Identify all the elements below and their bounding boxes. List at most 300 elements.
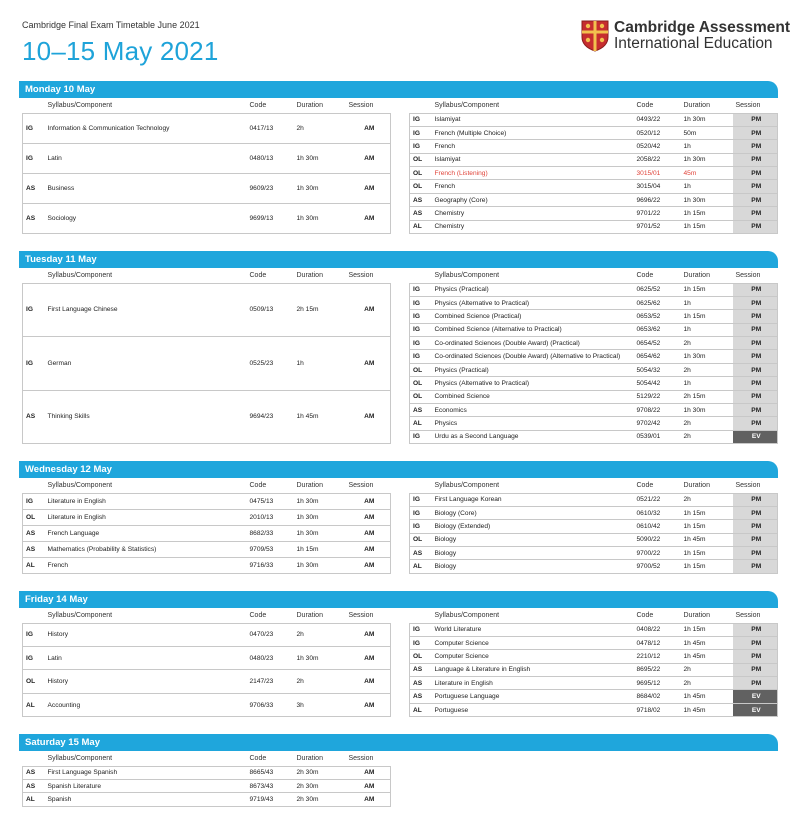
code-cell: 9696/22 — [634, 193, 681, 206]
duration-cell: 1h 15m — [681, 560, 733, 573]
level-cell: IG — [23, 623, 45, 646]
table-row — [410, 493, 778, 506]
code-cell: 0539/01 — [634, 430, 681, 443]
syllabus-cell: Biology (Extended) — [432, 520, 634, 533]
session-cell: AM — [346, 793, 391, 806]
level-cell: AS — [410, 547, 432, 560]
syllabus-cell: Co-ordinated Sciences (Double Award) (Practical) — [432, 337, 634, 350]
duration-cell: 1h 30m — [294, 646, 346, 669]
day-header: Wednesday 12 May — [19, 461, 778, 478]
table-header — [23, 608, 391, 623]
session-cell: PM — [733, 310, 778, 323]
code-header: Code — [249, 754, 267, 762]
duration-cell: 1h 15m — [681, 623, 733, 636]
level-cell: IG — [410, 337, 432, 350]
syllabus-cell: First Language Chinese — [45, 283, 247, 337]
session-cell: PM — [733, 350, 778, 363]
shield-icon — [581, 20, 609, 52]
day-section — [19, 734, 778, 807]
session-cell: EV — [733, 430, 778, 443]
syllabus-cell: Business — [45, 173, 247, 203]
syllabus-header: Syllabus/Component — [47, 101, 113, 109]
session-cell: AM — [346, 557, 391, 573]
duration-cell: 2h 15m — [294, 283, 346, 337]
syllabus-cell: Physics (Practical) — [432, 363, 634, 376]
table-header — [23, 268, 391, 283]
table-row — [410, 337, 778, 350]
session-cell: PM — [733, 363, 778, 376]
level-cell: AS — [410, 677, 432, 690]
syllabus-cell: Physics (Practical) — [432, 283, 634, 296]
duration-cell: 2h — [681, 337, 733, 350]
code-cell: 0509/13 — [247, 283, 294, 337]
table-row — [410, 193, 778, 206]
session-header: Session — [735, 611, 761, 619]
level-header — [23, 478, 45, 493]
table-row — [23, 646, 391, 669]
table-row — [410, 126, 778, 139]
session-cell: EV — [733, 690, 778, 703]
page-title: 10–15 May 2021 — [22, 36, 219, 66]
code-cell: 2010/13 — [247, 509, 294, 525]
level-cell: OL — [23, 509, 45, 525]
code-cell: 8695/22 — [634, 663, 681, 676]
level-cell: IG — [410, 296, 432, 309]
syllabus-cell: French — [432, 180, 634, 193]
syllabus-header: Syllabus/Component — [434, 271, 500, 279]
session-cell: AM — [346, 203, 391, 233]
table-row — [23, 779, 391, 792]
level-cell: IG — [410, 430, 432, 443]
table-row — [410, 377, 778, 390]
table-row — [23, 623, 391, 646]
level-cell: IG — [410, 493, 432, 506]
duration-header: Duration — [296, 481, 323, 489]
syllabus-header: Syllabus/Component — [47, 754, 113, 762]
day-section — [19, 591, 778, 717]
duration-header: Duration — [683, 481, 710, 489]
table-row — [23, 203, 391, 233]
duration-cell: 2h 15m — [681, 390, 733, 403]
table-row — [23, 143, 391, 173]
syllabus-cell: Chemistry — [432, 220, 634, 233]
table-row — [410, 650, 778, 663]
syllabus-cell: Mathematics (Probability & Statistics) — [45, 541, 247, 557]
code-cell: 0625/62 — [634, 296, 681, 309]
day-tables — [19, 608, 778, 717]
table-row — [410, 703, 778, 716]
level-cell: OL — [410, 533, 432, 546]
session-cell: AM — [346, 283, 391, 337]
table-row — [410, 533, 778, 546]
table-row — [410, 520, 778, 533]
duration-header: Duration — [296, 271, 323, 279]
code-cell: 8682/33 — [247, 525, 294, 541]
session-cell: PM — [733, 547, 778, 560]
session-cell: PM — [733, 193, 778, 206]
table-row — [410, 636, 778, 649]
session-cell: AM — [346, 173, 391, 203]
code-header: Code — [636, 101, 654, 109]
session-header: Session — [348, 481, 374, 489]
duration-cell: 1h 15m — [681, 520, 733, 533]
session-header: Session — [735, 481, 761, 489]
level-cell: OL — [410, 390, 432, 403]
session-cell: EV — [733, 703, 778, 716]
cambridge-logo — [581, 20, 790, 52]
session-cell: PM — [733, 113, 778, 126]
code-cell: 8665/43 — [247, 766, 294, 779]
duration-cell: 1h 30m — [294, 493, 346, 509]
syllabus-cell: Biology — [432, 560, 634, 573]
level-cell: OL — [410, 153, 432, 166]
day-tables — [19, 478, 778, 574]
code-cell: 0610/42 — [634, 520, 681, 533]
level-cell: IG — [23, 337, 45, 391]
table-header-row — [410, 608, 778, 623]
exam-table-left — [22, 608, 391, 717]
table-header — [23, 751, 391, 766]
session-cell: PM — [733, 140, 778, 153]
code-header: Code — [249, 101, 267, 109]
table-header-row — [23, 268, 391, 283]
level-cell: OL — [410, 363, 432, 376]
level-cell: IG — [410, 636, 432, 649]
syllabus-cell: French — [45, 557, 247, 573]
table-row — [23, 337, 391, 391]
session-cell: PM — [733, 283, 778, 296]
level-header — [410, 268, 432, 283]
table-row — [23, 283, 391, 337]
syllabus-cell: Biology — [432, 533, 634, 546]
syllabus-cell: Language & Literature in English — [432, 663, 634, 676]
exam-table-left — [22, 98, 391, 234]
syllabus-cell: Islamiyat — [432, 153, 634, 166]
duration-cell: 1h 45m — [681, 636, 733, 649]
syllabus-cell: Spanish Literature — [45, 779, 247, 792]
table-header — [23, 98, 391, 113]
session-cell: PM — [733, 167, 778, 180]
session-cell: AM — [346, 670, 391, 693]
table-row — [410, 180, 778, 193]
session-cell: PM — [733, 207, 778, 220]
code-cell: 0478/12 — [634, 636, 681, 649]
code-header: Code — [249, 481, 267, 489]
table-row — [23, 766, 391, 779]
level-header — [410, 478, 432, 493]
syllabus-cell: Chemistry — [432, 207, 634, 220]
session-header: Session — [348, 271, 374, 279]
syllabus-cell: Portuguese — [432, 703, 634, 716]
syllabus-cell: Portuguese Language — [432, 690, 634, 703]
code-cell: 9695/12 — [634, 677, 681, 690]
code-cell: 9719/43 — [247, 793, 294, 806]
table-header — [410, 268, 778, 283]
level-header — [410, 608, 432, 623]
session-header: Session — [735, 271, 761, 279]
duration-cell: 3h — [294, 693, 346, 716]
code-cell: 0475/13 — [247, 493, 294, 509]
level-cell: AS — [23, 203, 45, 233]
level-cell: AS — [23, 541, 45, 557]
session-cell: PM — [733, 390, 778, 403]
code-cell: 0625/52 — [634, 283, 681, 296]
code-header: Code — [249, 271, 267, 279]
code-cell: 9706/33 — [247, 693, 294, 716]
table-header-row — [23, 751, 391, 766]
duration-cell: 1h 15m — [681, 506, 733, 519]
syllabus-cell: First Language Korean — [432, 493, 634, 506]
table-row — [410, 690, 778, 703]
code-cell: 0653/62 — [634, 323, 681, 336]
syllabus-cell: Urdu as a Second Language — [432, 430, 634, 443]
session-cell: PM — [733, 417, 778, 430]
duration-cell: 1h — [681, 140, 733, 153]
table-header-row — [23, 98, 391, 113]
code-cell: 5054/42 — [634, 377, 681, 390]
table-row — [23, 670, 391, 693]
code-cell: 9701/22 — [634, 207, 681, 220]
level-cell: AL — [23, 793, 45, 806]
level-cell: IG — [410, 323, 432, 336]
session-cell: PM — [733, 377, 778, 390]
table-header-row — [410, 478, 778, 493]
code-cell: 9716/33 — [247, 557, 294, 573]
table-row — [410, 296, 778, 309]
syllabus-cell: Computer Science — [432, 650, 634, 663]
level-header — [23, 608, 45, 623]
syllabus-cell: French — [432, 140, 634, 153]
day-section — [19, 81, 778, 234]
table-row — [23, 509, 391, 525]
table-row — [410, 404, 778, 417]
level-cell: AL — [410, 417, 432, 430]
table-row — [410, 283, 778, 296]
syllabus-cell: Sociology — [45, 203, 247, 233]
duration-cell: 2h — [681, 363, 733, 376]
duration-cell: 2h — [294, 670, 346, 693]
table-header-row — [410, 268, 778, 283]
syllabus-cell: Combined Science — [432, 390, 634, 403]
day-section — [19, 251, 778, 444]
session-cell: AM — [346, 541, 391, 557]
session-cell: AM — [346, 509, 391, 525]
duration-cell: 1h 30m — [681, 153, 733, 166]
table-row — [410, 207, 778, 220]
table-row — [410, 140, 778, 153]
syllabus-cell: Economics — [432, 404, 634, 417]
code-cell: 9694/23 — [247, 390, 294, 444]
level-cell: AS — [23, 525, 45, 541]
syllabus-cell: History — [45, 623, 247, 646]
level-cell: OL — [23, 670, 45, 693]
day-header: Monday 10 May — [19, 81, 778, 98]
session-header: Session — [348, 101, 374, 109]
duration-cell: 2h — [681, 417, 733, 430]
session-cell: PM — [733, 153, 778, 166]
level-header — [23, 268, 45, 283]
code-cell: 9700/52 — [634, 560, 681, 573]
syllabus-cell: Geography (Core) — [432, 193, 634, 206]
code-cell: 9609/23 — [247, 173, 294, 203]
level-cell: OL — [410, 650, 432, 663]
level-header — [410, 98, 432, 113]
session-cell: PM — [733, 650, 778, 663]
day-header: Saturday 15 May — [19, 734, 778, 751]
level-cell: OL — [410, 167, 432, 180]
level-cell: IG — [410, 506, 432, 519]
session-header: Session — [348, 611, 374, 619]
code-cell: 0520/12 — [634, 126, 681, 139]
syllabus-cell: Physics (Alternative to Practical) — [432, 296, 634, 309]
table-row — [410, 677, 778, 690]
code-cell: 0470/23 — [247, 623, 294, 646]
session-cell: AM — [346, 143, 391, 173]
table-row — [410, 153, 778, 166]
syllabus-cell: Latin — [45, 646, 247, 669]
duration-cell: 1h 30m — [681, 404, 733, 417]
syllabus-cell: German — [45, 337, 247, 391]
level-cell: AS — [410, 690, 432, 703]
table-header — [410, 98, 778, 113]
code-cell: 9699/13 — [247, 203, 294, 233]
duration-cell: 1h 30m — [681, 113, 733, 126]
level-cell: AS — [23, 779, 45, 792]
duration-cell: 2h — [681, 493, 733, 506]
duration-header: Duration — [296, 754, 323, 762]
session-cell: PM — [733, 337, 778, 350]
syllabus-cell: Physics — [432, 417, 634, 430]
level-cell: AL — [23, 693, 45, 716]
duration-cell: 1h 15m — [681, 283, 733, 296]
code-header: Code — [636, 271, 654, 279]
logo-line-1: Cambridge Assessment — [614, 19, 791, 36]
session-cell: AM — [346, 525, 391, 541]
exam-table-right — [409, 608, 778, 717]
level-cell: IG — [23, 493, 45, 509]
day-header: Tuesday 11 May — [19, 251, 778, 268]
level-header — [23, 98, 45, 113]
session-cell: PM — [733, 663, 778, 676]
duration-cell: 1h 45m — [681, 690, 733, 703]
syllabus-header: Syllabus/Component — [47, 481, 113, 489]
session-header: Session — [735, 101, 761, 109]
syllabus-header: Syllabus/Component — [434, 611, 500, 619]
syllabus-cell: World Literature — [432, 623, 634, 636]
syllabus-cell: Literature in English — [45, 493, 247, 509]
level-cell: IG — [410, 520, 432, 533]
syllabus-cell: Biology (Core) — [432, 506, 634, 519]
syllabus-cell: French (Listening) — [432, 167, 634, 180]
duration-header: Duration — [683, 271, 710, 279]
session-cell: PM — [733, 220, 778, 233]
session-cell: PM — [733, 323, 778, 336]
session-header: Session — [348, 754, 374, 762]
duration-cell: 1h — [681, 296, 733, 309]
code-cell: 0520/42 — [634, 140, 681, 153]
duration-cell: 1h — [294, 337, 346, 391]
syllabus-cell: Latin — [45, 143, 247, 173]
table-header-row — [23, 608, 391, 623]
duration-cell: 1h 15m — [294, 541, 346, 557]
code-cell: 0417/13 — [247, 113, 294, 143]
code-cell: 0480/23 — [247, 646, 294, 669]
day-tables — [19, 268, 778, 444]
session-cell: AM — [346, 390, 391, 444]
level-cell: AL — [23, 557, 45, 573]
syllabus-cell: Spanish — [45, 793, 247, 806]
duration-cell: 2h 30m — [294, 793, 346, 806]
level-cell: AS — [410, 193, 432, 206]
code-cell: 0654/62 — [634, 350, 681, 363]
session-cell: AM — [346, 693, 391, 716]
code-header: Code — [249, 611, 267, 619]
code-cell: 9700/22 — [634, 547, 681, 560]
code-cell: 2210/12 — [634, 650, 681, 663]
duration-cell: 1h 45m — [294, 390, 346, 444]
syllabus-cell: Physics (Alternative to Practical) — [432, 377, 634, 390]
table-row — [410, 623, 778, 636]
level-cell: IG — [410, 283, 432, 296]
duration-cell: 1h 15m — [681, 207, 733, 220]
table-row — [410, 310, 778, 323]
duration-cell: 2h — [294, 623, 346, 646]
level-cell: AL — [410, 220, 432, 233]
session-cell: PM — [733, 296, 778, 309]
table-row — [23, 525, 391, 541]
syllabus-cell: History — [45, 670, 247, 693]
duration-header: Duration — [683, 101, 710, 109]
code-cell: 3015/04 — [634, 180, 681, 193]
level-cell: IG — [410, 623, 432, 636]
exam-table-left — [22, 478, 391, 574]
exam-table-left — [22, 751, 391, 807]
code-cell: 0521/22 — [634, 493, 681, 506]
code-cell: 9702/42 — [634, 417, 681, 430]
syllabus-cell: Literature in English — [432, 677, 634, 690]
duration-cell: 1h 30m — [294, 173, 346, 203]
duration-header: Duration — [683, 611, 710, 619]
duration-cell: 2h 30m — [294, 766, 346, 779]
day-tables — [19, 98, 778, 234]
level-cell: AS — [410, 404, 432, 417]
level-cell: OL — [410, 180, 432, 193]
duration-cell: 1h 30m — [294, 509, 346, 525]
table-row — [410, 390, 778, 403]
syllabus-cell: Thinking Skills — [45, 390, 247, 444]
level-cell: AS — [23, 766, 45, 779]
session-cell: PM — [733, 623, 778, 636]
duration-cell: 1h 45m — [681, 533, 733, 546]
level-cell: AS — [410, 663, 432, 676]
code-cell: 9709/53 — [247, 541, 294, 557]
duration-cell: 1h 15m — [681, 220, 733, 233]
level-header — [23, 751, 45, 766]
level-cell: IG — [23, 283, 45, 337]
syllabus-cell: Biology — [432, 547, 634, 560]
session-cell: PM — [733, 636, 778, 649]
code-cell: 0654/52 — [634, 337, 681, 350]
table-row — [410, 417, 778, 430]
session-cell: AM — [346, 623, 391, 646]
syllabus-cell: Literature in English — [45, 509, 247, 525]
duration-cell: 2h — [294, 113, 346, 143]
code-cell: 5054/32 — [634, 363, 681, 376]
level-cell: AL — [410, 560, 432, 573]
syllabus-cell: Information & Communication Technology — [45, 113, 247, 143]
code-cell: 9708/22 — [634, 404, 681, 417]
table-row — [410, 506, 778, 519]
